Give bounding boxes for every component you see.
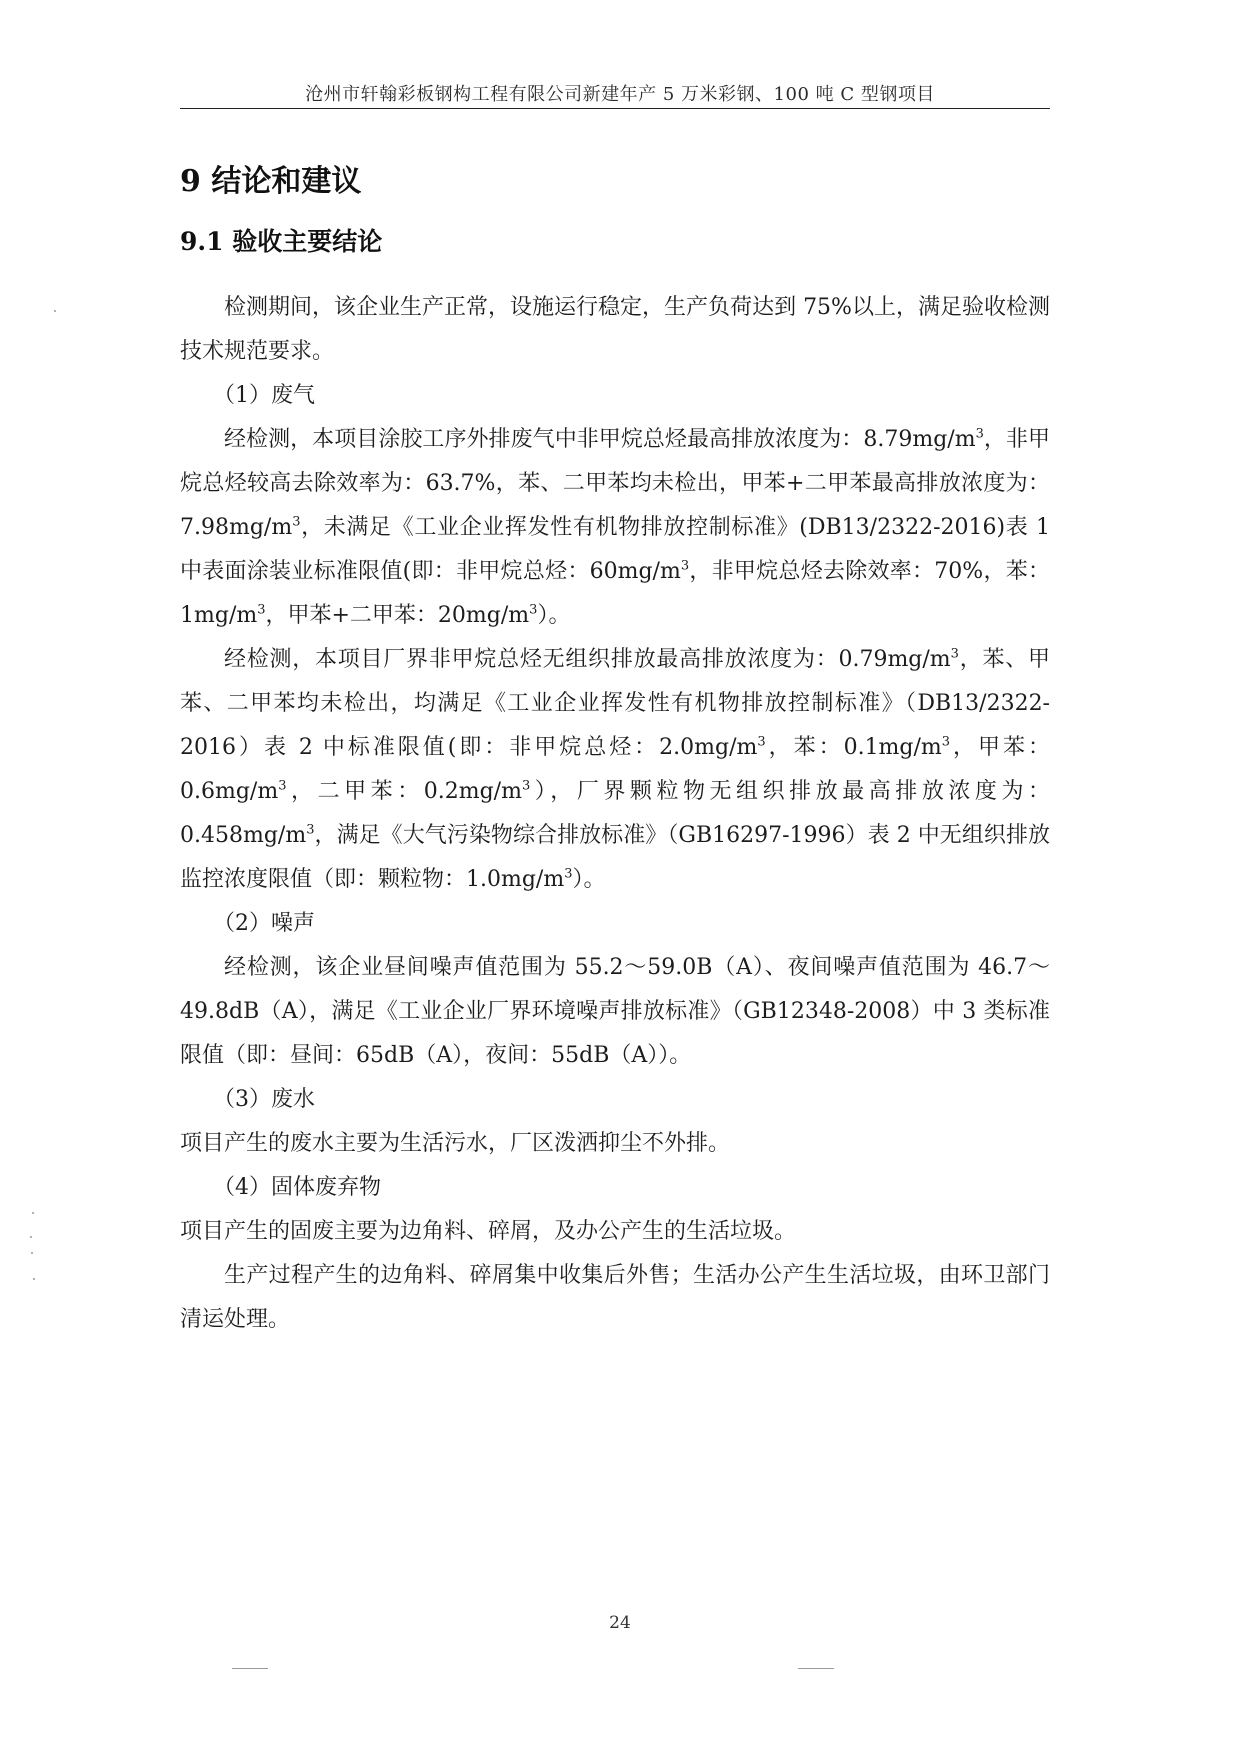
subsection-title: 9.1 验收主要结论 (180, 227, 383, 256)
solid-waste-paragraph-1: 项目产生的固废主要为边角料、碎屑，及办公产生的生活垃圾。 (180, 1219, 797, 1244)
noise-paragraph: 经检测，该企业昼间噪声值范围为 55.2～59.0B（A）、夜间噪声值范围为 46.7～49.8dB（A），满足《工业企业厂界环境噪声排放标准》（GB12348-2008）中 3 类标准限值（即：昼间：65dB（A），夜间：55dB（A））。 (180, 955, 1050, 1068)
text-run: ，苯、甲苯、二甲苯均未检出，均满足《工业企业挥发性有机物排放控制标准》（DB13/2322-2016）表 2 中标准限值(即：非甲烷总烃：2.0mg/m (180, 647, 1050, 760)
superscript: 3 (521, 778, 531, 794)
text-run: ），厂界颗粒物无组织排放最高排放浓度为：0.458mg/m (180, 779, 1050, 848)
text-run: ）。 (537, 603, 571, 628)
page-number: 24 (609, 1613, 631, 1633)
text-run: ，未满足《工业企业挥发性有机物排放控制标准》(DB13/2322-2016)表 1 中表面涂装业标准限值(即：非甲烷总烃：60mg/m (180, 515, 1050, 584)
waste-gas-heading: （1）废气 (213, 383, 315, 408)
superscript: 3 (306, 822, 315, 838)
text-run: ，满足《大气污染物综合排放标准》（GB16297-1996）表 2 中无组织排放监控浓度限值（即：颗粒物：1.0mg/m (180, 823, 1050, 892)
noise-heading: （2）噪声 (213, 911, 315, 936)
superscript: 3 (292, 514, 301, 530)
scan-dot (54, 310, 56, 312)
text-run: ，甲苯+二甲苯：20mg/m (265, 603, 530, 628)
superscript: 3 (975, 426, 984, 442)
scan-dot (31, 1252, 33, 1254)
text-run: ，非甲烷总烃去除效率：70%，苯：1mg/m (180, 559, 1051, 628)
text-run: ，苯：0.1mg/m (765, 735, 942, 760)
scan-dot (30, 1236, 32, 1238)
scan-mark-left (232, 1668, 268, 1669)
text-run: ）。 (572, 867, 606, 892)
intro-paragraph: 检测期间，该企业生产正常，设施运行稳定，生产负荷达到 75%以上，满足验收检测技术规范要求。 (180, 295, 1050, 364)
waste-gas-paragraph-2 (180, 638, 1050, 902)
scan-dot (32, 1212, 34, 1214)
running-header: 沧州市轩翰彩板钢构工程有限公司新建年产 5 万米彩钢、100 吨 C 型钢项目 (305, 84, 935, 105)
text-run: 经检测，本项目厂界非甲烷总烃无组织排放最高排放浓度为：0.79mg/m (224, 647, 951, 672)
text-run: ，非甲烷总烃较高去除效率为：63.7%，苯、二甲苯均未检出，甲苯+二甲苯最高排放浓度为：7.98mg/m (180, 427, 1050, 540)
superscript: 3 (564, 866, 573, 882)
superscript: 3 (257, 602, 266, 618)
superscript: 3 (757, 734, 766, 750)
text-run: ，甲苯：0.6mg/m (180, 735, 1050, 804)
waste-gas-paragraph-1 (180, 418, 1050, 638)
superscript: 3 (278, 778, 287, 794)
section-title: 9 结论和建议 (180, 164, 362, 199)
header-rule (180, 108, 1050, 109)
wastewater-paragraph: 项目产生的废水主要为生活污水，厂区泼洒抑尘不外排。 (180, 1131, 731, 1156)
scan-dot (33, 1278, 35, 1280)
text-run: 经检测，本项目涂胶工序外排废气中非甲烷总烃最高排放浓度为：8.79mg/m (224, 427, 976, 452)
superscript: 3 (941, 734, 951, 750)
solid-waste-heading: （4）固体废弃物 (213, 1175, 381, 1200)
text-run: ，二甲苯：0.2mg/m (286, 779, 522, 804)
wastewater-heading: （3）废水 (213, 1087, 315, 1112)
superscript: 3 (529, 602, 538, 618)
scan-mark-right (798, 1668, 834, 1669)
solid-waste-paragraph-2: 生产过程产生的边角料、碎屑集中收集后外售；生活办公产生生活垃圾，由环卫部门清运处理。 (180, 1263, 1050, 1332)
superscript: 3 (950, 646, 959, 662)
superscript: 3 (680, 558, 690, 574)
body-text (180, 286, 1050, 1342)
